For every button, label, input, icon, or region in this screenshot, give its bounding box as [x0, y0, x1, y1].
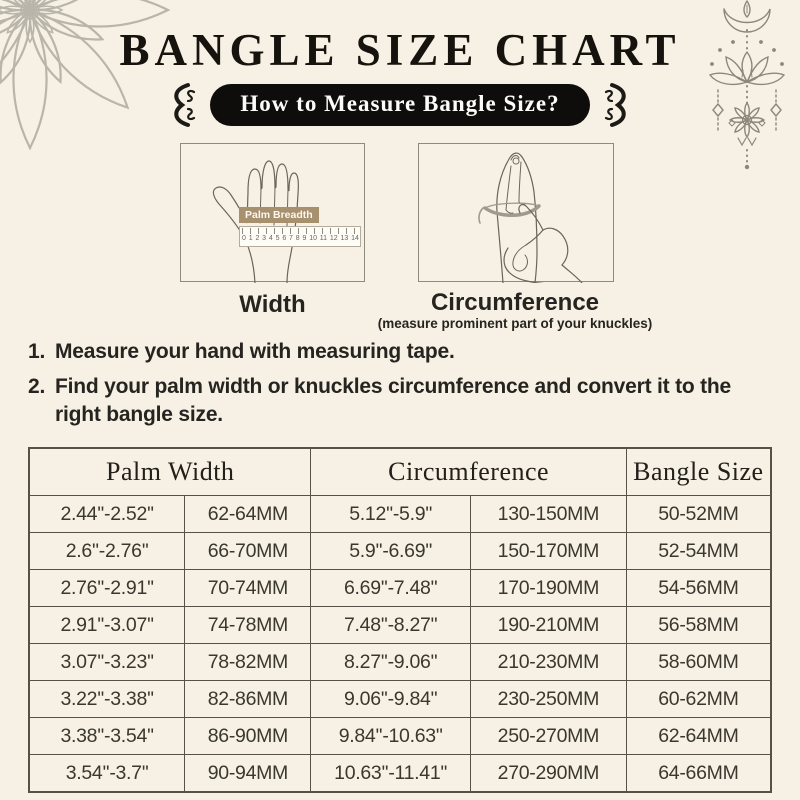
ruler-number: 13	[340, 235, 349, 242]
table-cell: 56-58MM	[626, 607, 771, 644]
ruler	[239, 226, 361, 247]
table-cell: 2.91''-3.07''	[29, 607, 185, 644]
instructions-list	[28, 338, 740, 429]
ruler-number: 8	[295, 235, 300, 242]
circumference-note: (measure prominent part of your knuckles)	[377, 316, 653, 331]
ruler-number: 6	[282, 235, 287, 242]
table-cell: 50-52MM	[626, 496, 771, 533]
table-cell: 90-94MM	[185, 755, 311, 793]
table-cell: 250-270MM	[470, 718, 626, 755]
table-cell: 10.63''-11.41''	[311, 755, 471, 793]
table-cell: 86-90MM	[185, 718, 311, 755]
instruction-number: 2.	[28, 374, 46, 398]
ruler-number: 11	[319, 235, 328, 242]
table-cell: 150-170MM	[470, 533, 626, 570]
table-cell: 7.48''-8.27''	[311, 607, 471, 644]
table-row	[29, 533, 771, 570]
table-cell: 130-150MM	[470, 496, 626, 533]
instruction-text: Find your palm width or knuckles circumference and convert it to the right bangle size.	[55, 374, 732, 426]
banner-row	[0, 84, 800, 126]
table-cell: 64-66MM	[626, 755, 771, 793]
header-palm-width: Palm Width	[29, 448, 311, 496]
table-cell: 170-190MM	[470, 570, 626, 607]
instruction-text: Measure your hand with measuring tape.	[55, 340, 455, 363]
table-cell: 5.12''-5.9''	[311, 496, 471, 533]
table-row	[29, 496, 771, 533]
ruler-number: 4	[268, 235, 273, 242]
table-cell: 2.44''-2.52''	[29, 496, 185, 533]
swirl-left-icon	[164, 82, 198, 128]
table-cell: 6.69''-7.48''	[311, 570, 471, 607]
table-row	[29, 755, 771, 793]
ruler-number: 0	[242, 235, 246, 242]
table-cell: 210-230MM	[470, 644, 626, 681]
table-cell: 5.9''-6.69''	[311, 533, 471, 570]
ruler-numbers	[240, 234, 360, 242]
width-caption: Width	[239, 291, 306, 318]
table-cell: 54-56MM	[626, 570, 771, 607]
ruler-number: 12	[329, 235, 338, 242]
table-cell: 8.27''-9.06''	[311, 644, 471, 681]
ruler-number: 1	[248, 235, 253, 242]
table-row	[29, 718, 771, 755]
table-cell: 58-60MM	[626, 644, 771, 681]
knuckle-measure-hands-icon	[419, 144, 615, 283]
instruction-number: 1.	[28, 340, 46, 363]
ruler-number: 3	[262, 235, 267, 242]
ruler-number: 7	[289, 235, 293, 242]
table-cell: 230-250MM	[470, 681, 626, 718]
instruction-item-2	[28, 373, 740, 429]
table-cell: 9.06''-9.84''	[311, 681, 471, 718]
table-cell: 3.07''-3.23''	[29, 644, 185, 681]
table-cell: 270-290MM	[470, 755, 626, 793]
how-to-banner: How to Measure Bangle Size?	[210, 84, 589, 126]
width-figure	[180, 143, 365, 282]
instruction-item-1	[28, 338, 740, 366]
header-circumference: Circumference	[311, 448, 626, 496]
table-cell: 62-64MM	[185, 496, 311, 533]
table-cell: 3.22''-3.38''	[29, 681, 185, 718]
size-table	[28, 447, 772, 793]
ruler-label: Palm Breadth	[239, 207, 319, 223]
ruler-number: 5	[275, 235, 280, 242]
table-cell: 190-210MM	[470, 607, 626, 644]
circumference-caption: Circumference	[430, 289, 600, 316]
table-cell: 52-54MM	[626, 533, 771, 570]
table-row	[29, 681, 771, 718]
table-cell: 74-78MM	[185, 607, 311, 644]
table-cell: 2.76''-2.91''	[29, 570, 185, 607]
ruler-number: 10	[309, 235, 317, 242]
ruler-number: 9	[302, 235, 307, 242]
table-row	[29, 570, 771, 607]
table-cell: 2.6''-2.76''	[29, 533, 185, 570]
page-title: BANGLE SIZE CHART	[119, 25, 681, 75]
table-row	[29, 607, 771, 644]
table-cell: 62-64MM	[626, 718, 771, 755]
swirl-right-icon	[602, 82, 636, 128]
ruler-number: 14	[351, 235, 359, 242]
table-cell: 70-74MM	[185, 570, 311, 607]
ruler-number: 2	[255, 235, 260, 242]
header-bangle-size: Bangle Size	[626, 448, 771, 496]
size-table-body	[29, 496, 771, 793]
size-table-header	[29, 448, 771, 496]
table-cell: 3.54''-3.7''	[29, 755, 185, 793]
table-cell: 9.84''-10.63''	[311, 718, 471, 755]
table-cell: 60-62MM	[626, 681, 771, 718]
table-row	[29, 644, 771, 681]
table-cell: 78-82MM	[185, 644, 311, 681]
table-cell: 3.38''-3.54''	[29, 718, 185, 755]
table-cell: 66-70MM	[185, 533, 311, 570]
circumference-figure	[418, 143, 614, 282]
table-cell: 82-86MM	[185, 681, 311, 718]
